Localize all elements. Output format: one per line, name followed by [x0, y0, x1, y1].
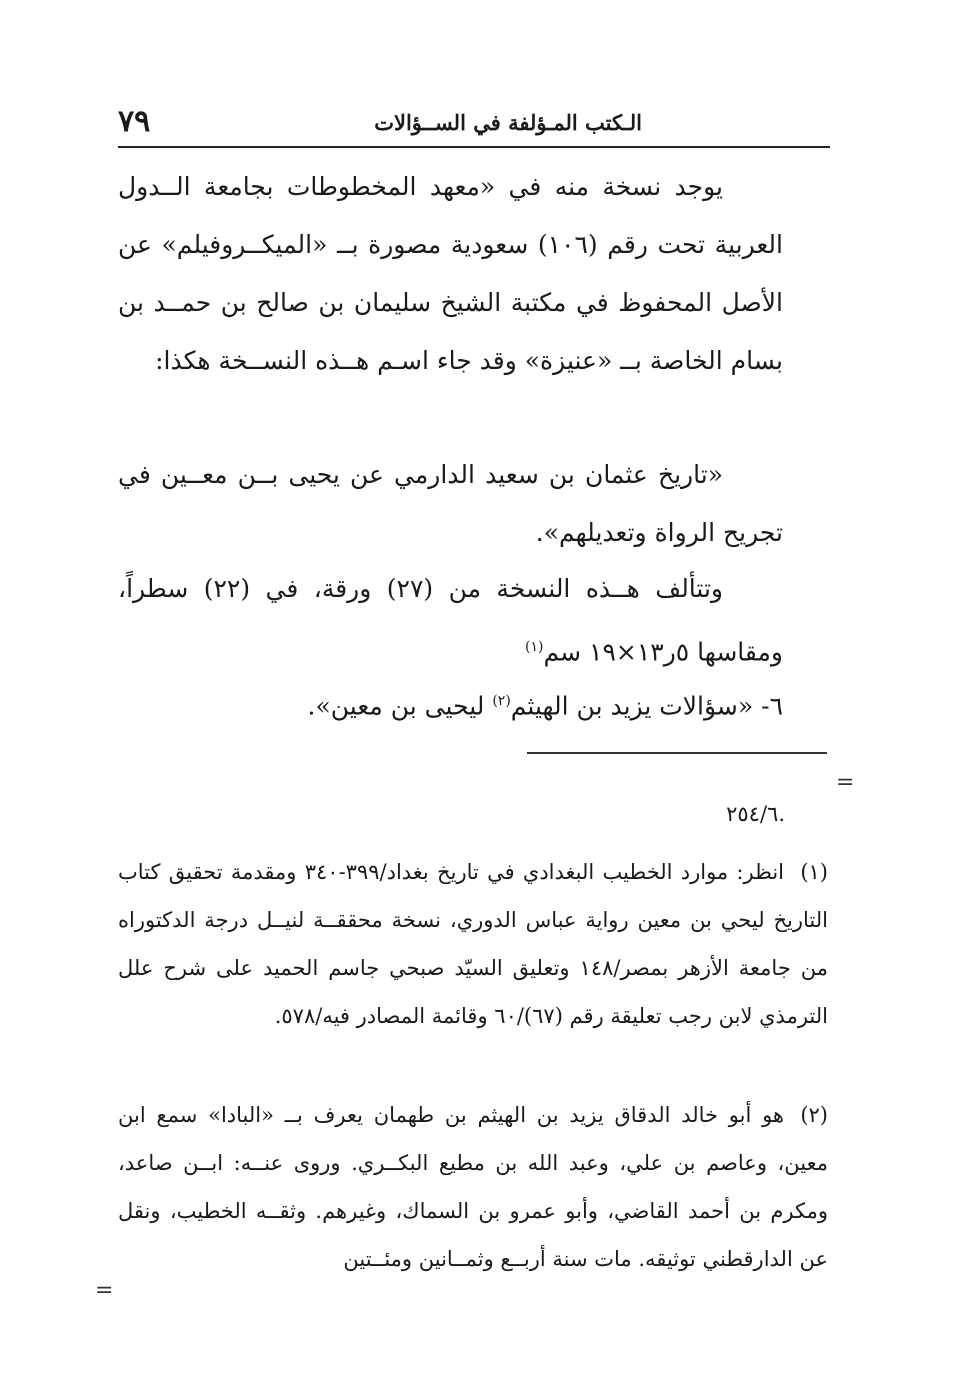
footnote-number: (١) [800, 860, 828, 884]
paragraph-manuscript-location: يوجد نسخة منه في «معهد المخطوطات بجامعة الــدول العربية تحت رقم (١٠٦) سعودية مصورة بــ «الميكــروفيلم» عن الأصل المحفوظ في مكتبة الشيخ سليمان بن صالح بن حمــد بن بسام الخاصة بــ «عنيزة» وقد جاء اسـم هــذه النســخة هكذا: [118, 172, 783, 375]
list-item-title-end: ليحيى بن معين». [307, 691, 493, 721]
list-item-title-start: «سؤالات يزيد بن الهيثم [510, 691, 754, 721]
continuation-mark: = [95, 1278, 114, 1303]
list-item-number: ٦- [753, 691, 783, 721]
page-header [118, 100, 830, 148]
continuation-mark: = [836, 770, 855, 795]
footnote-ref-2: (٢) [492, 693, 511, 709]
list-item-6 [118, 672, 783, 735]
paragraph-manuscript-title: «تاريخ عثمان بن سعيد الدارمي عن يحيى بــن معــين في تجريح الرواة وتعديلهم». [118, 460, 783, 547]
running-title: الـكتب المـؤلفة في الســؤالات [374, 110, 642, 135]
manuscript-description-text: وتتألف هــذه النسخة من (٢٧) ورقة، في (٢٢) سطراً، ومقاسها ٥ر١٣×١٩ سم [118, 574, 783, 667]
footnote-text: انظر: موارد الخطيب البغدادي في تاريخ بغداد/٣٩٩-٣٤٠ ومقدمة تحقيق كتاب التاريخ ليحي بن معين رواية عباس الدوري، نسخة محققــة لنيــل درجة الدكتوراه من جامعة الأزهر بمصر/١٤٨ وتعليق السيّد صبحي جاسم الحميد على شرح علل الترمذي لابن رجب تعليقة رقم (٦٧)/٦٠ وقائمة المصادر فيه/٥٧٨. [118, 860, 829, 1028]
footnote-2 [118, 1091, 828, 1283]
footnote-number: (٢) [800, 1103, 828, 1127]
footnote-continuation: .٢٥٤/٦ [726, 802, 785, 826]
footnote-1 [118, 848, 828, 1040]
page-number: ٧٩ [118, 104, 151, 139]
footnote-ref-1: (١) [525, 639, 544, 655]
paragraph-manuscript-description [118, 560, 783, 681]
footnote-text: هو أبو خالد الدقاق يزيد بن الهيثم بن طهمان يعرف بــ «البادا» سمع ابن معين، وعاصم بن علي، وعبد الله بن مطيع البكــري. وروى عنــه: ابــن صاعد، ومكرم بن أحمد القاضي، وأبو عمرو بن السماك، وغيرهم. وثقــه الخطيب، ونقل عن الدارقطني توثيقه. مات سنة أربــع وثمــانين ومئــتين [118, 1103, 828, 1271]
footnote-separator [527, 752, 827, 754]
